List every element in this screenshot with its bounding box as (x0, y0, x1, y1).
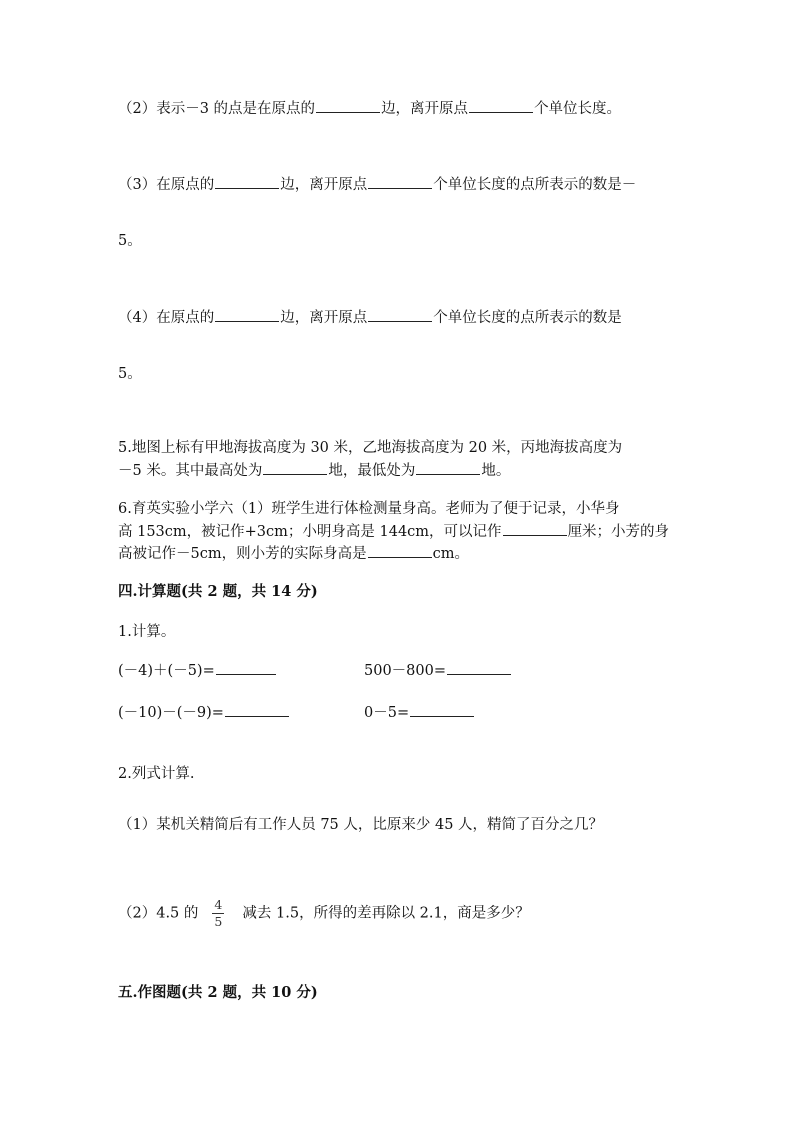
question-3-continued: 5。 (118, 233, 142, 249)
q5-text-2: 地，最低处为 (328, 463, 416, 479)
answer-blank[interactable] (416, 460, 480, 475)
sub-2-text-1: （2）4.5 的 (118, 905, 199, 922)
q5-text-1: －5 米。其中最高处为 (118, 463, 263, 479)
section-4-title: 四.计算题(共 2 题，共 14 分) (118, 583, 318, 600)
question-6-line-3 (118, 543, 469, 564)
q6-text-3: 高被记作－5cm，则小芳的实际身高是 (118, 546, 367, 562)
q2-text-1: （2）表示－3 的点是在原点的 (118, 101, 316, 117)
fraction (212, 898, 224, 929)
question-5-line-2 (118, 460, 510, 481)
answer-blank[interactable] (410, 702, 474, 717)
answer-blank[interactable] (368, 174, 432, 189)
q4-text-2: 边，离开原点 (280, 310, 368, 326)
q3-text-2: 边，离开原点 (280, 177, 368, 193)
q6-text-4: cm。 (432, 546, 469, 562)
fraction-numerator: 4 (214, 897, 223, 912)
q4-text-1: （4）在原点的 (118, 310, 215, 326)
answer-blank[interactable] (215, 174, 279, 189)
expression-text: (－4)＋(－5)= (118, 663, 215, 679)
answer-blank[interactable] (469, 98, 533, 113)
q2-text-3: 个单位长度。 (534, 101, 622, 117)
question-6-line-2 (118, 521, 669, 542)
calc-2-sub-2 (118, 898, 530, 929)
question-4-continued: 5。 (118, 366, 142, 382)
expression-text: 0－5= (364, 705, 410, 721)
question-2 (118, 98, 621, 119)
q6-text-2: 厘米；小芳的身 (567, 524, 670, 540)
calc-2-sub-1: （1）某机关精简后有工作人员 75 人，比原来少 45 人，精简了百分之几？ (118, 817, 604, 833)
calc-1-title: 1.计算。 (118, 624, 176, 640)
q3-text-3: 个单位长度的点所表示的数是－ (433, 177, 637, 193)
calc-2-title: 2.列式计算. (118, 766, 195, 782)
calc-expression-1 (118, 660, 277, 681)
expression-text: (－10)－(－9)= (118, 705, 224, 721)
answer-blank[interactable] (263, 460, 327, 475)
answer-blank[interactable] (368, 543, 432, 558)
answer-blank[interactable] (368, 307, 432, 322)
answer-blank[interactable] (316, 98, 380, 113)
expression-text: 500－800= (364, 663, 447, 679)
sub-2-text-2: 减去 1.5，所得的差再除以 2.1，商是多少？ (242, 905, 530, 922)
q3-text-1: （3）在原点的 (118, 177, 215, 193)
q6-text-1: 高 153cm，被记作+3cm；小明身高是 144cm，可以记作 (118, 524, 502, 540)
fraction-denominator: 5 (214, 914, 223, 929)
q5-text-3: 地。 (481, 463, 511, 479)
answer-blank[interactable] (225, 702, 289, 717)
answer-blank[interactable] (215, 307, 279, 322)
question-5-line-1: 5.地图上标有甲地海拔高度为 30 米，乙地海拔高度为 20 米，丙地海拔高度为 (118, 440, 623, 456)
answer-blank[interactable] (503, 521, 567, 536)
question-4 (118, 307, 622, 328)
section-5-title: 五.作图题(共 2 题，共 10 分) (118, 984, 318, 1001)
calc-expression-3 (118, 702, 290, 723)
calc-expression-4 (364, 702, 475, 723)
calc-expression-2 (364, 660, 512, 681)
q2-text-2: 边，离开原点 (381, 101, 469, 117)
question-6-line-1: 6.育英实验小学六（1）班学生进行体检测量身高。老师为了便于记录，小华身 (118, 501, 620, 517)
q4-text-3: 个单位长度的点所表示的数是 (433, 310, 622, 326)
answer-blank[interactable] (447, 660, 511, 675)
answer-blank[interactable] (216, 660, 276, 675)
question-3 (118, 174, 636, 195)
